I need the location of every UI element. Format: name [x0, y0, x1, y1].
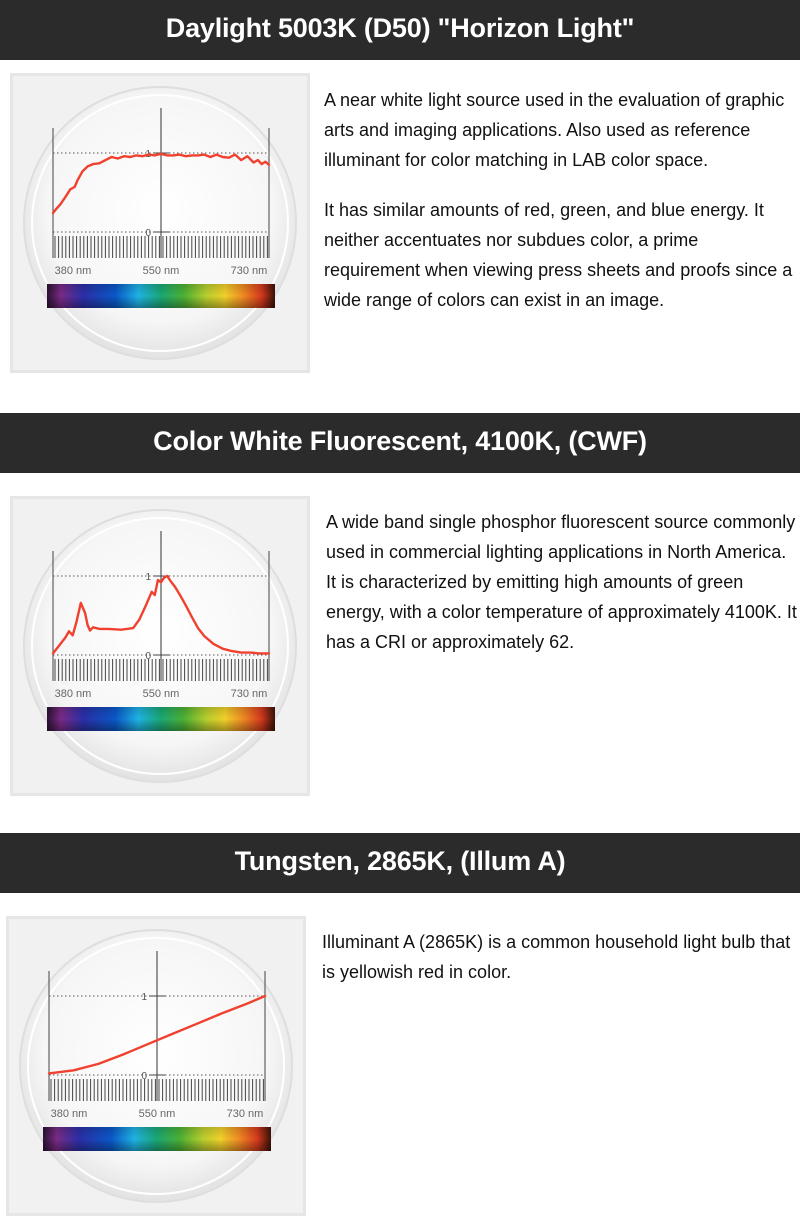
illuminant-section-illum-a [0, 833, 800, 1228]
section-title: Daylight 5003K (D50) "Horizon Light" [0, 0, 800, 60]
x-tick-label: 380 nm [50, 1108, 88, 1120]
y-tick-label: 0 [145, 651, 151, 662]
y-tick-label: 0 [145, 228, 151, 239]
x-tick-label: 550 nm [138, 1108, 176, 1120]
x-tick-label: 730 nm [226, 1108, 264, 1120]
y-tick-label: 1 [145, 572, 151, 583]
spectrum-chart-panel [10, 496, 310, 796]
description-paragraph: It has similar amounts of red, green, and blue energy. It neither accentuates nor subdues color, a prime requirement when viewing press sheets and proofs since a wide range of colors can exist in an image. [324, 200, 793, 310]
x-tick-label: 550 nm [142, 265, 180, 277]
description-paragraph: A near white light source used in the evaluation of graphic arts and imaging applications. Also used as reference illuminant for color matching in LAB color space. [324, 90, 785, 170]
lens-disc [24, 87, 296, 359]
x-tick-label: 380 nm [54, 265, 92, 277]
description [322, 927, 792, 987]
spectrum-chart-panel [10, 73, 310, 373]
description [324, 85, 794, 315]
spectral-power-chart [9, 919, 303, 1213]
description-paragraph: Illuminant A (2865K) is a common household light bulb that is yellowish red in color. [322, 932, 791, 982]
x-tick-label: 730 nm [230, 265, 268, 277]
spectrum-band-shading [47, 284, 275, 308]
section-title: Tungsten, 2865K, (Illum A) [0, 833, 800, 893]
y-tick-label: 1 [141, 992, 147, 1003]
spectral-power-chart [13, 76, 307, 370]
y-tick-label: 0 [141, 1071, 147, 1082]
x-tick-label: 730 nm [230, 688, 268, 700]
spectral-power-chart [13, 499, 307, 793]
illuminant-section-cwf [0, 413, 800, 813]
lens-disc [20, 930, 292, 1202]
description-paragraph: A wide band single phosphor fluorescent source commonly used in commercial lighting applications in North America. It is characterized by emitting high amounts of green energy, with a color temperature of approximately 4100K. It has a CRI or approximately 62. [326, 512, 797, 652]
x-tick-label: 550 nm [142, 688, 180, 700]
x-tick-label: 380 nm [54, 688, 92, 700]
spectrum-band-shading [47, 707, 275, 731]
lens-disc [24, 510, 296, 782]
section-title: Color White Fluorescent, 4100K, (CWF) [0, 413, 800, 473]
illuminant-section-d50 [0, 0, 800, 400]
y-tick-label: 1 [145, 149, 151, 160]
spectrum-chart-panel [6, 916, 306, 1216]
spectrum-band-shading [43, 1127, 271, 1151]
description [326, 507, 798, 657]
